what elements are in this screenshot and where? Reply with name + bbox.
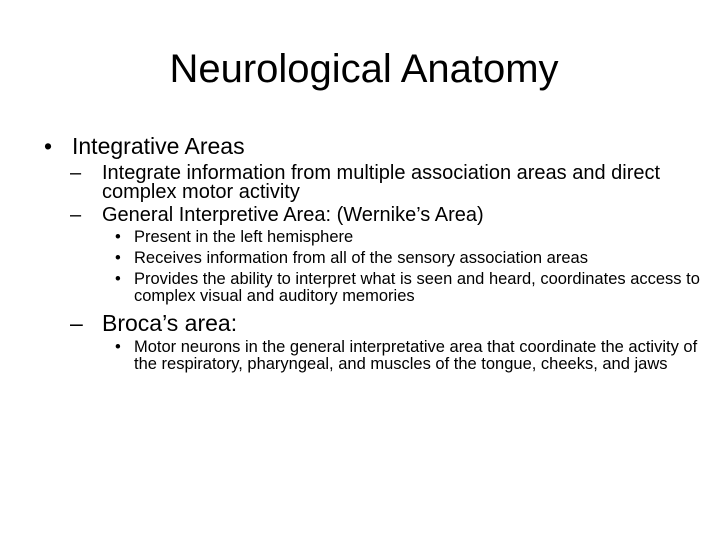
sub-bullet-brocas-area bbox=[44, 311, 704, 335]
bullet-text: Provides the ability to interpret what is seen and heard, coordinates access to complex visual and auditory memories bbox=[134, 270, 700, 305]
bullet-dash: – bbox=[70, 162, 82, 184]
bullet-text: Integrate information from multiple association areas and direct complex motor activity bbox=[102, 162, 661, 203]
sub-sub-bullet-interpret-seen-heard bbox=[44, 271, 704, 305]
bullet-text: Present in the left hemisphere bbox=[134, 228, 354, 246]
bullet-dash: – bbox=[70, 310, 83, 336]
slide-title: Neurological Anatomy bbox=[169, 47, 559, 91]
bullet-dot: • bbox=[115, 338, 121, 356]
bullet-dot: • bbox=[115, 249, 121, 267]
bullet-text: Broca’s area: bbox=[102, 310, 238, 336]
bullet-text: Receives information from all of the sensory association areas bbox=[134, 249, 588, 267]
slide-content bbox=[44, 132, 704, 373]
bullet-text: Motor neurons in the general interpretative area that coordinate the activity of the respiratory, pharyngeal, and muscles of the tongue, cheeks, and jaws bbox=[134, 338, 698, 373]
bullet-dot: • bbox=[115, 270, 121, 288]
bullet-dot: • bbox=[44, 133, 53, 159]
bullet-text: Integrative Areas bbox=[72, 133, 245, 159]
bullet-integrative-areas bbox=[44, 132, 704, 160]
sub-bullet-integrate-info bbox=[44, 164, 704, 202]
bullet-dash: – bbox=[70, 204, 82, 226]
sub-sub-bullet-receives-information bbox=[44, 250, 704, 267]
bullet-dot: • bbox=[115, 228, 121, 246]
sub-sub-bullet-motor-neurons bbox=[44, 339, 704, 373]
bullet-text: General Interpretive Area: (Wernike’s Area) bbox=[102, 204, 484, 226]
sub-sub-bullet-left-hemisphere bbox=[44, 229, 704, 246]
sub-bullet-general-interpretive-area bbox=[44, 206, 704, 225]
